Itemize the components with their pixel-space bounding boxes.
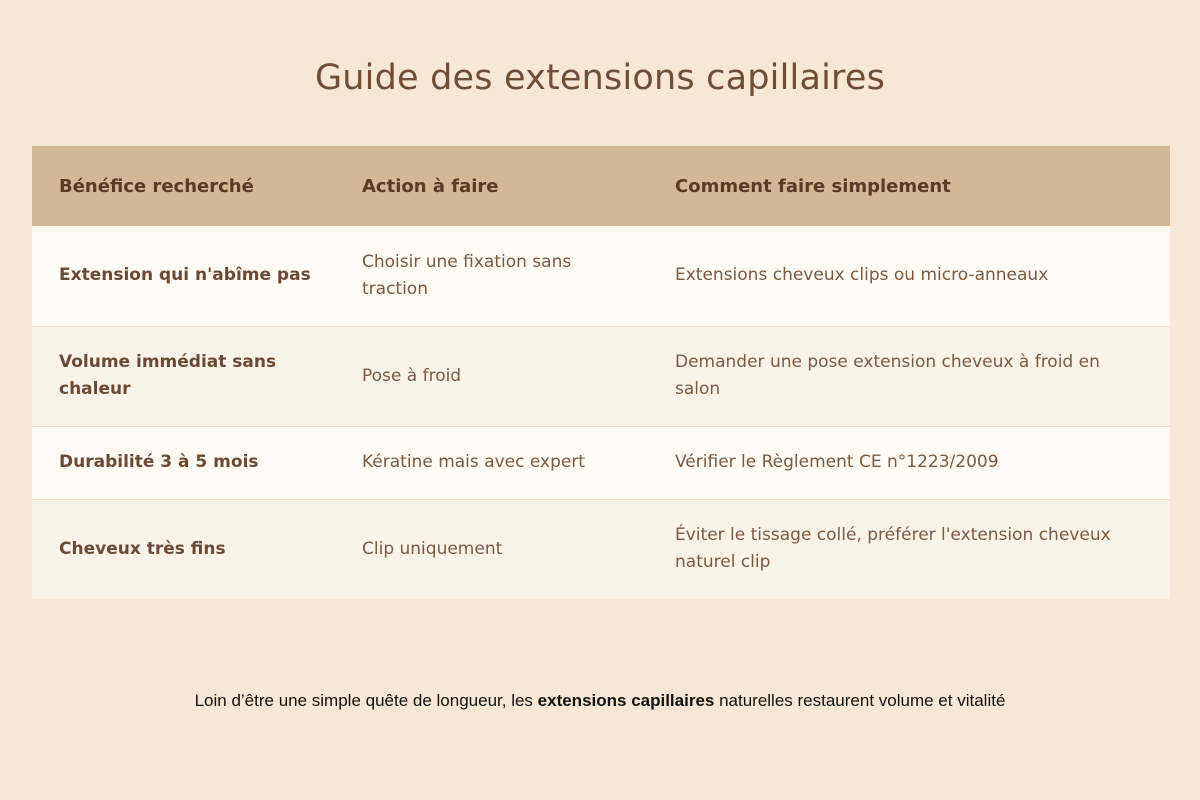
- action-cell: Pose à froid: [362, 365, 462, 386]
- extensions-guide-table-wrapper: [32, 146, 1170, 599]
- action-cell: Clip uniquement: [362, 538, 503, 559]
- caption-keyword: extensions capillaires: [537, 691, 715, 710]
- how-to-cell: Vérifier le Règlement CE n°1223/2009: [675, 452, 999, 472]
- table-row: [32, 226, 1170, 326]
- action-cell: Choisir une fixation sans traction: [362, 251, 572, 299]
- table-header-row: [32, 146, 1170, 226]
- caption-text-end: naturelles restaurent volume et vitalité: [714, 691, 1006, 710]
- how-to-cell: Extensions cheveux clips ou micro-anneaux: [675, 265, 1049, 286]
- table-row: [32, 326, 1170, 426]
- table-body: [32, 226, 1170, 599]
- caption-text-start: Loin d’être une simple quête de longueur, les: [194, 691, 538, 710]
- benefit-cell: Volume immédiat sans chaleur: [59, 352, 277, 399]
- table-row: [32, 426, 1170, 499]
- table-header: [32, 146, 1170, 226]
- column-header-how-to: Comment faire simplement: [675, 175, 951, 197]
- page-title: Guide des extensions capillaires: [314, 58, 886, 98]
- extensions-guide-table: [32, 146, 1170, 599]
- caption-text: [0, 691, 1200, 711]
- table-row: [32, 499, 1170, 599]
- benefit-cell: Durabilité 3 à 5 mois: [59, 452, 259, 472]
- column-header-action: Action à faire: [362, 175, 499, 197]
- benefit-cell: Cheveux très fins: [59, 538, 226, 559]
- action-cell: Kératine mais avec expert: [362, 452, 585, 472]
- how-to-cell: Éviter le tissage collé, préférer l'extension cheveux naturel clip: [675, 525, 1111, 573]
- column-header-benefit: Bénéfice recherché: [59, 175, 254, 197]
- benefit-cell: Extension qui n'abîme pas: [59, 265, 311, 286]
- how-to-cell: Demander une pose extension cheveux à froid en salon: [675, 352, 1100, 399]
